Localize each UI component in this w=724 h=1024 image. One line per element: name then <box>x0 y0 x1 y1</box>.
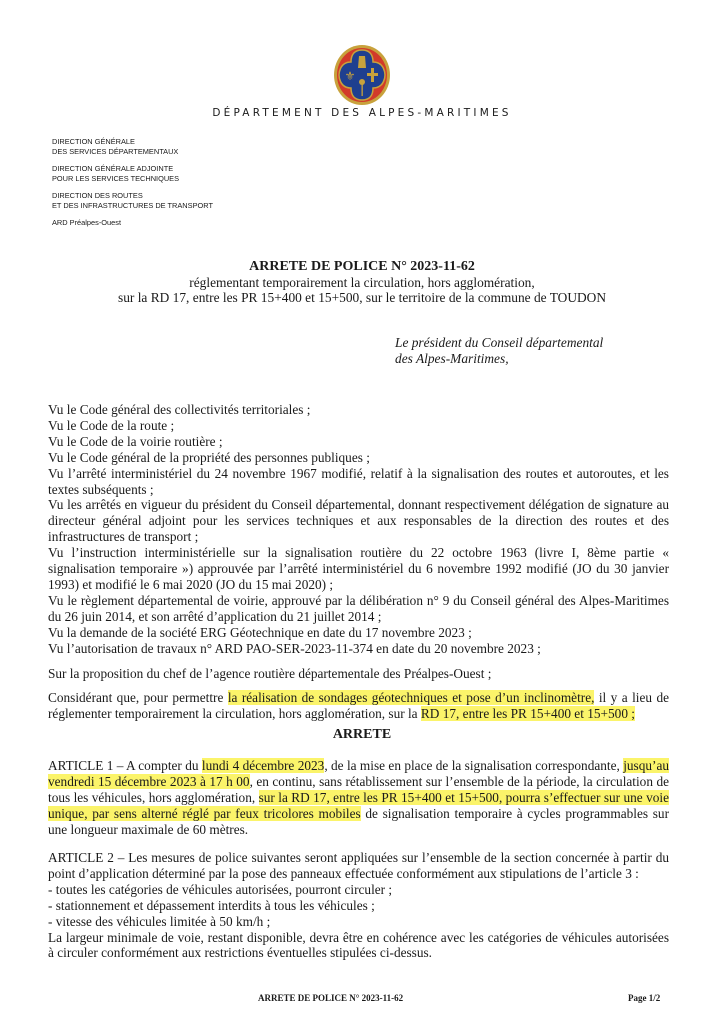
title-line: sur la RD 17, entre les PR 15+400 et 15+500, sur le territoire de la commune de TOUDON <box>117 290 607 305</box>
president-line: Le président du Conseil départemental <box>395 335 604 350</box>
considerant: Considérant que, pour permettre la réalisation de sondages géotechniques et pose d’un inclinomètre, il y a lieu de réglementer temporairement la circulation, hors agglomération, sur la RD 17, entre les PR 15+400 et 15+500 ; <box>48 690 669 722</box>
measure-item: - vitesse des véhicules limitée à 50 km/h ; <box>48 913 271 929</box>
measure-item: - toutes les catégories de véhicules autorisées, pourront circuler ; <box>48 881 393 897</box>
vu-item: Vu l’arrêté interministériel du 24 novembre 1967 modifié, relatif à la signalisation des routes et autoroutes, et les textes subséquents ; <box>48 465 669 497</box>
vu-item: Vu le Code de la route ; <box>48 417 175 433</box>
president-signatory <box>395 335 603 367</box>
vu-item: Vu l’instruction interministérielle sur la signalisation routière du 22 octobre 1963 (livre I, 8ème partie « signalisation temporaire ») approuvée par l’arrêté interministériel du 6 novembre 1992 modifié (JO du 30 janvier 1993) et modifié le 6 mai 2020 (JO du 15 mai 2020) ; <box>48 545 669 592</box>
vu-list <box>48 402 669 722</box>
article-2 <box>48 850 669 961</box>
arrete-heading: ARRETE <box>332 727 392 742</box>
highlight: jusqu’au vendredi 15 décembre 2023 à 17 h 00 <box>48 758 669 789</box>
coat-of-arms-logo <box>333 44 391 106</box>
vu-item: Vu le Code de la voirie routière ; <box>48 433 223 449</box>
proposition: Sur la proposition du chef de l’agence routière départementale des Préalpes-Ouest ; <box>48 665 492 681</box>
vu-item: Vu le règlement départemental de voirie, approuvé par la délibération n° 9 du Conseil général des Alpes-Maritimes du 26 juin 2014, et son arrêté d’application du 21 juillet 2014 ; <box>48 592 669 624</box>
article-1: ARTICLE 1 – A compter du lundi 4 décembre 2023, de la mise en place de la signalisation correspondante, jusqu’au vendredi 15 décembre 2023 à 17 h 00, en continu, sans rétablissement sur l’ensemble de la période, la circulation de tous les véhicules, hors agglomération, sur la RD 17, entre les PR 15+400 et 15+500, pourra s’effectuer sur une voie unique, par sens alterné réglé par feux tricolores mobiles de signalisation temporaire à cycles programmables sur une longueur maximale de 60 mètres. <box>48 758 670 837</box>
direction-line: DIRECTION GÉNÉRALE ADJOINTE <box>52 164 174 173</box>
highlight: sur la RD 17, entre les PR 15+400 et 15+500, pourra s’effectuer sur une voie unique, par sens alterné réglé par feux tricolores mobiles <box>48 789 669 821</box>
direction-line: POUR LES SERVICES TECHNIQUES <box>52 174 180 183</box>
title-line: réglementant temporairement la circulation, hors agglomération, <box>189 274 535 290</box>
president-line: des Alpes-Maritimes, <box>395 351 509 366</box>
agency-name: ARD Préalpes-Ouest <box>52 218 122 227</box>
footer-reference: ARRETE DE POLICE N° 2023-11-62 <box>258 993 404 1003</box>
direction-line: DIRECTION GÉNÉRALE <box>52 137 135 146</box>
vu-item: Vu les arrêtés en vigueur du président du Conseil départemental, donnant respectivement délégation de signature au directeur général adjoint pour les services techniques et aux responsables de la direction des routes et des infrastructures de transport ; <box>48 497 669 545</box>
vu-item: Vu l’autorisation de travaux n° ARD PAO-SER-2023-11-374 en date du 20 novembre 2023 ; <box>48 640 541 656</box>
measure-item: - stationnement et dépassement interdits à tous les véhicules ; <box>48 897 375 913</box>
highlight: la réalisation de sondages géotechniques et pose d’un inclinomètre, <box>227 690 595 706</box>
vu-item: Vu le Code général de la propriété des personnes publiques ; <box>48 449 370 465</box>
decree-number: ARRETE DE POLICE N° 2023-11-62 <box>249 259 475 274</box>
highlight: RD 17, entre les PR 15+400 et 15+500 ; <box>420 706 635 722</box>
department-name: DÉPARTEMENT DES ALPES-MARITIMES <box>212 107 512 119</box>
direction-line: DES SERVICES DÉPARTEMENTAUX <box>52 147 179 156</box>
vu-item: Vu la demande de la société ERG Géotechnique en date du 17 novembre 2023 ; <box>48 624 472 640</box>
direction-line: DIRECTION DES ROUTES <box>52 191 143 200</box>
article-2-intro: ARTICLE 2 – Les mesures de police suivantes seront appliquées sur l’ensemble de la section concernée à partir du point d’application déterminé par la pose des panneaux effectuée conformément aux stipulations de l’article 3 : <box>48 850 669 881</box>
highlight: lundi 4 décembre 2023 <box>201 758 325 773</box>
decree-title <box>0 258 724 306</box>
vu-item: Vu le Code général des collectivités territoriales ; <box>48 402 311 417</box>
article-2-outro: La largeur minimale de voie, restant disponible, devra être en cohérence avec les catégories de véhicules autorisées à circuler conformément aux restrictions éventuelles stipulées ci-dessus. <box>48 929 669 961</box>
direction-line: ET DES INFRASTRUCTURES DE TRANSPORT <box>52 201 213 210</box>
svg-text:⚜: ⚜ <box>344 69 356 83</box>
page-number: Page 1/2 <box>628 993 661 1003</box>
directions-block <box>52 137 213 235</box>
